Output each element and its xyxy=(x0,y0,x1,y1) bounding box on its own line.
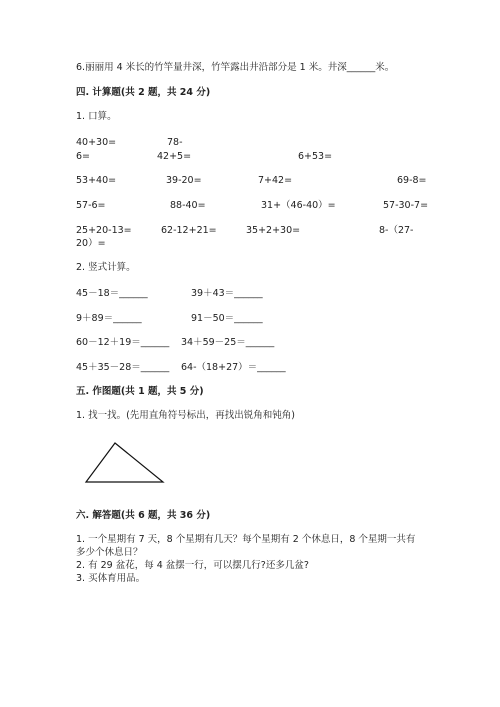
word-problem-1-line2: 多少个休息日？ xyxy=(76,547,143,558)
oral-calc-item: 20）= xyxy=(76,238,106,249)
oral-calc-item: 88-40= xyxy=(170,200,206,211)
oral-calc-item: 42+5= xyxy=(157,151,192,162)
oral-calc-item: 53+40= xyxy=(76,175,117,186)
vertical-calc-item: 60－12＋19＝______ xyxy=(76,337,170,348)
oral-calc-item: 39-20= xyxy=(166,175,202,186)
oral-calc-item: 31+（46-40）= xyxy=(261,200,336,211)
oral-calc-item: 57-6= xyxy=(76,200,106,211)
vertical-calc-item: 45－18＝______ xyxy=(76,288,148,299)
vertical-calc-item: 45＋35－28＝______ xyxy=(76,362,170,373)
oral-calc-item: 6+53= xyxy=(298,151,333,162)
oral-calc-item: 69-8= xyxy=(397,175,427,186)
triangle-shape xyxy=(86,443,163,482)
vertical-calc-item: 39＋43＝______ xyxy=(191,288,263,299)
oral-calc-item: 7+42= xyxy=(258,175,293,186)
section-6-heading: 六. 解答题(共 6 题，共 36 分) xyxy=(76,510,211,521)
section-5-heading: 五. 作图题(共 1 题，共 5 分) xyxy=(76,386,204,397)
oral-calc-label: 1. 口算。 xyxy=(76,111,117,122)
word-problem-1-line1: 1. 一个星期有 7 天，8 个星期有几天？每个星期有 2 个休息日，8 个星期一共有 xyxy=(76,534,416,545)
section-4-heading: 四. 计算题(共 2 题，共 24 分) xyxy=(76,87,211,98)
vertical-calc-item: 9＋89＝______ xyxy=(76,313,142,324)
vertical-calc-label: 2. 竖式计算。 xyxy=(76,262,136,273)
question-6: 6.丽丽用 4 米长的竹竿量井深，竹竿露出井沿部分是 1 米。井深______米。 xyxy=(76,62,395,73)
word-problem-3: 3. 买体育用品。 xyxy=(76,573,146,584)
vertical-calc-item: 91－50＝______ xyxy=(191,313,263,324)
oral-calc-item: 6= xyxy=(76,151,91,162)
oral-calc-item: 35+2+30= xyxy=(246,225,301,236)
oral-calc-item: 78- xyxy=(167,137,183,148)
vertical-calc-item: 64-（18+27）＝______ xyxy=(181,362,286,373)
oral-calc-item: 8-（27- xyxy=(379,225,414,236)
find-angles-label: 1. 找一找。(先用直角符号标出，再找出锐角和钝角) xyxy=(76,410,295,421)
vertical-calc-item: 34＋59－25＝______ xyxy=(181,337,275,348)
oral-calc-item: 40+30= xyxy=(76,137,117,148)
oral-calc-item: 57-30-7= xyxy=(383,200,429,211)
word-problem-2: 2. 有 29 盆花，每 4 盆摆一行，可以摆几行?还多几盆? xyxy=(76,560,309,571)
oral-calc-item: 62-12+21= xyxy=(161,225,217,236)
oral-calc-item: 25+20-13= xyxy=(76,225,132,236)
